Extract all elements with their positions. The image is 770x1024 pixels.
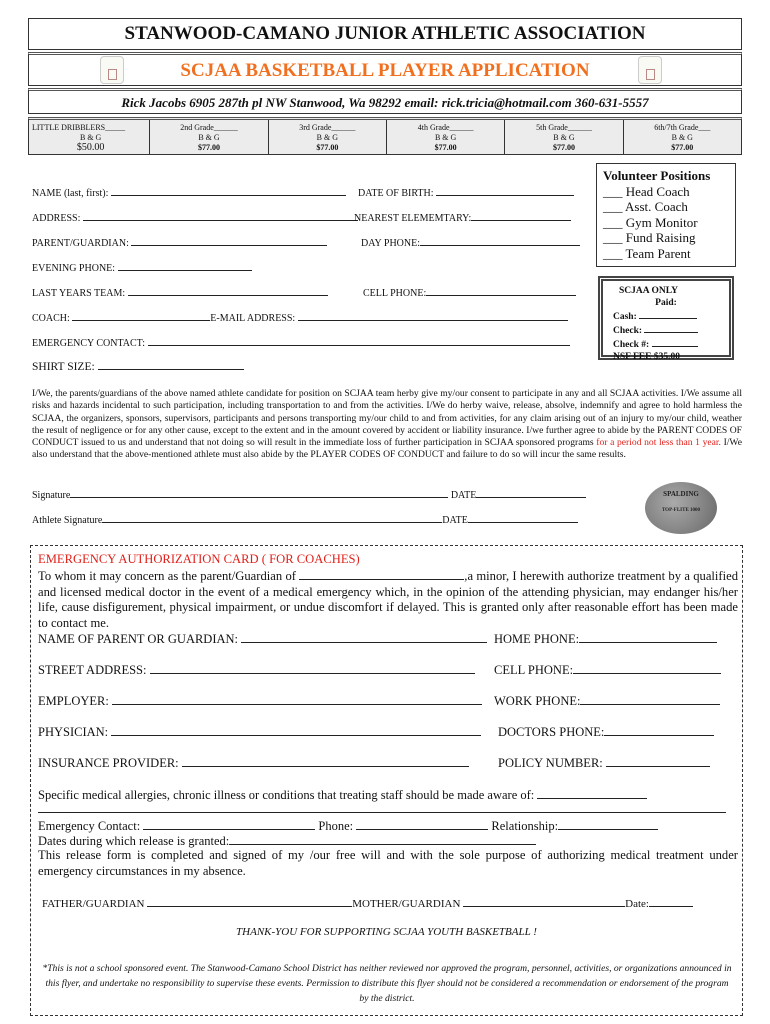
field-label: DOCTORS PHONE: — [498, 725, 605, 739]
address-field[interactable] — [32, 211, 358, 224]
form-title: SCJAA BASKETBALL PLAYER APPLICATION — [28, 52, 742, 86]
doctors-phone-input[interactable] — [604, 723, 714, 736]
grade-price: $50.00 — [76, 142, 105, 153]
field-label: Dates during which release is granted: — [38, 834, 230, 848]
dob-input[interactable] — [436, 186, 574, 196]
field-label: HOME PHONE: — [494, 632, 580, 646]
grade-label: 3rd Grade______ — [299, 123, 356, 132]
grade-cell[interactable] — [150, 120, 268, 154]
field-label: Relationship: — [491, 819, 559, 833]
grade-label: LITTLE DRIBBLERS_____ — [32, 123, 126, 132]
athlete-signature-field[interactable] — [32, 513, 578, 526]
field-label: Specific medical allergies, chronic illness or conditions that treating staff should be made aware of: — [38, 788, 535, 802]
signature-field[interactable] — [32, 488, 586, 501]
field-label: EMPLOYER: — [38, 694, 109, 708]
field-label: E-MAIL ADDRESS: — [210, 313, 296, 324]
grade-label: 2nd Grade______ — [180, 123, 238, 132]
office-title: SCJAA ONLY — [619, 286, 679, 296]
cell-input[interactable] — [573, 661, 721, 674]
grade-label: 4th Grade______ — [417, 123, 474, 132]
volunteer-option[interactable]: ___ Team Parent — [603, 245, 691, 261]
cash-label: Cash: — [613, 312, 637, 322]
field-label: FATHER/GUARDIAN — [42, 898, 145, 910]
evening-phone-input[interactable] — [118, 261, 252, 271]
field-label: CELL PHONE: — [363, 288, 427, 299]
grade-cell[interactable] — [505, 120, 623, 154]
day-phone-field[interactable] — [361, 236, 580, 249]
field-label: NAME (last, first): — [32, 188, 109, 199]
emergency-contact-input[interactable] — [148, 336, 570, 346]
shirt-size-field[interactable] — [32, 360, 244, 373]
date-input[interactable] — [468, 513, 578, 523]
relationship-input[interactable] — [558, 817, 658, 830]
volunteer-option[interactable]: ___ Head Coach — [603, 183, 690, 199]
contact-line: Rick Jacobs 6905 287th pl NW Stanwood, Wa 98292 email: rick.tricia@hotmail.com 360-631-5557 — [28, 88, 742, 114]
cell-phone-field[interactable] — [363, 286, 576, 299]
field-label: Signature — [32, 490, 71, 501]
basketball-hoop-icon — [638, 56, 662, 84]
field-label: SHIRT SIZE: — [32, 361, 95, 373]
last-team-field[interactable] — [32, 286, 328, 299]
grade-label: 5th Grade______ — [536, 123, 592, 132]
grade-sub: B & G — [553, 133, 575, 142]
check-input[interactable] — [644, 323, 698, 333]
physician-input[interactable] — [111, 723, 481, 736]
school-input[interactable] — [471, 211, 571, 221]
grade-price: $77.00 — [552, 143, 575, 152]
waiver-part: I/We also understand that the above-mentioned athlete must also abide by the PLAYER CODES OF CONDUCT and failure to do so will incur the same results. — [32, 437, 742, 461]
emergency-contact-field[interactable] — [32, 336, 570, 349]
father-signature-input[interactable] — [147, 894, 352, 907]
volunteer-box — [596, 163, 736, 267]
grade-price: $77.00 — [671, 143, 694, 152]
last-team-input[interactable] — [128, 286, 328, 296]
field-label: Date: — [625, 898, 649, 910]
allergies-input-line2[interactable] — [38, 800, 726, 813]
phone-input[interactable] — [356, 817, 488, 830]
grade-sub: B & G — [316, 133, 338, 142]
volunteer-option[interactable]: ___ Gym Monitor — [603, 214, 698, 230]
org-title: STANWOOD-CAMANO JUNIOR ATHLETIC ASSOCIATION — [28, 18, 742, 50]
field-label: Emergency Contact: — [38, 819, 141, 833]
field-label: COACH: — [32, 313, 70, 324]
field-label: PARENT/GUARDIAN: — [32, 238, 129, 249]
employer-input[interactable] — [112, 692, 482, 705]
ball-brand: SPALDING — [663, 490, 699, 498]
school-field[interactable] — [354, 211, 571, 224]
nsf-fee: NSF FEE $35.00 — [613, 352, 680, 362]
parent-name-input[interactable] — [241, 630, 487, 643]
insurance-input[interactable] — [182, 754, 469, 767]
signature-input[interactable] — [70, 488, 448, 498]
home-phone-input[interactable] — [579, 630, 717, 643]
address-input[interactable] — [83, 211, 358, 221]
check-number-label: Check #: — [613, 340, 650, 350]
grade-cell[interactable] — [269, 120, 387, 154]
street-input[interactable] — [150, 661, 475, 674]
grade-cell[interactable] — [624, 120, 741, 154]
grade-sub: B & G — [671, 133, 693, 142]
policy-input[interactable] — [606, 754, 710, 767]
cash-input[interactable] — [639, 309, 697, 319]
field-label: PHYSICIAN: — [38, 725, 109, 739]
basketball-image — [645, 482, 717, 534]
field-label: DATE OF BIRTH: — [358, 188, 434, 199]
day-phone-input[interactable] — [420, 236, 580, 246]
grade-cell[interactable] — [387, 120, 505, 154]
emergency-contact-input[interactable] — [143, 817, 315, 830]
grade-sub: B & G — [79, 133, 102, 142]
field-label: NAME OF PARENT OR GUARDIAN: — [38, 632, 239, 646]
parent-input[interactable] — [131, 236, 327, 246]
check-number-input[interactable] — [652, 337, 698, 347]
cell-phone-input[interactable] — [426, 286, 576, 296]
field-label: Phone: — [318, 819, 354, 833]
coach-field[interactable] — [32, 311, 568, 324]
office-use-box — [598, 276, 734, 360]
name-input[interactable] — [111, 186, 346, 196]
coach-input[interactable] — [72, 311, 210, 321]
field-label: MOTHER/GUARDIAN — [352, 898, 461, 910]
emergency-intro — [38, 568, 738, 631]
field-label: DAY PHONE: — [361, 238, 420, 249]
grade-price: $77.00 — [197, 143, 220, 152]
work-phone-input[interactable] — [580, 692, 720, 705]
grade-table — [28, 117, 742, 155]
waiver-highlight: for a period not less than 1 year. — [596, 437, 721, 449]
field-label: INSURANCE PROVIDER: — [38, 756, 179, 770]
grade-label: 6th/7th Grade___ — [654, 123, 711, 132]
intro-text: ,a minor, I herewith authorize treatment by a qualified and licensed medical doctor in the event of a medical emergency which, in the opinion of the attending physician, may endanger his/her life, cause disfigurement, physical impairment, or undue discomfort if delayed. This is granted only after reasonable effort has been made to contact me. — [38, 569, 738, 630]
email-input[interactable] — [298, 311, 568, 321]
grade-cell[interactable] — [29, 120, 150, 154]
ball-model: TOP-FLITE 1000 — [661, 508, 701, 513]
release-text: This release form is completed and signed of my /our free will and with the sole purpose of authorizing medical treatment under emergency circumstances in my absence. — [38, 848, 738, 878]
grade-price: $77.00 — [434, 143, 457, 152]
thank-you-text: THANK-YOU FOR SUPPORTING SCJAA YOUTH BASKETBALL ! — [236, 926, 537, 938]
field-label: POLICY NUMBER: — [498, 756, 603, 770]
waiver-text — [32, 388, 742, 462]
paid-label: Paid: — [655, 298, 677, 308]
intro-text: To whom it may concern as the parent/Guardian of — [38, 569, 300, 583]
evening-phone-field[interactable] — [32, 261, 252, 274]
volunteer-option[interactable]: ___ Asst. Coach — [603, 199, 688, 214]
waiver-part: I/We, the parents/guardians of the above named athlete candidate for position on SCJAA team herby give my/our consent to participate in any and all SCJAA activities. I/We assume all risks and hazards incidental to such participation, including transportation to and from the activities. I/We do herby waive, release, absolve, indemnify and agree to hold harmless the SCJAA, the organizers, sponsors, supervisors, participants and persons transporting my/our child to and from activities, for any claim arising out of an injury to my/our child, weather the result of negligence or for any other cause, except to the extent and in the amount covered by accident or liability insurance. I/we further agree to abide by the PARENT CODES OF CONDUCT issued to us and understand that not doing so will result in the immediate loss of further participation in SCJAA sponsored programs — [32, 388, 742, 449]
dates-input[interactable] — [229, 832, 536, 845]
field-label: DATE — [450, 490, 477, 501]
name-field[interactable] — [32, 186, 346, 199]
field-label: ADDRESS: — [32, 213, 81, 224]
volunteer-title: Volunteer Positions — [603, 168, 711, 183]
disclaimer: *This is not a school sponsored event. The Stanwood-Camano School District has neither reviewed nor approved the program, personnel, activities, or organizations announced in this flyer, and undertake no responsibility to supervise these events. Permission to distribute this flyer should not be considered a recommendation or endorsement of the program by the district. — [42, 963, 732, 1004]
grade-sub: B & G — [434, 133, 457, 142]
mother-signature-input[interactable] — [463, 894, 625, 907]
field-label: CELL PHONE: — [494, 663, 574, 677]
basketball-hoop-icon — [100, 56, 124, 84]
field-label: WORK PHONE: — [494, 694, 581, 708]
athlete-signature-input[interactable] — [102, 513, 442, 523]
field-label: EMERGENCY CONTACT: — [32, 338, 146, 349]
parent-field[interactable] — [32, 236, 327, 249]
emergency-title: EMERGENCY AUTHORIZATION CARD ( FOR COACHES) — [38, 552, 360, 566]
date-input[interactable] — [476, 488, 586, 498]
check-label: Check: — [613, 326, 643, 336]
dob-field[interactable] — [358, 186, 574, 199]
field-label: NEAREST ELEMEMTARY: — [354, 213, 472, 224]
allergies-input[interactable] — [537, 786, 647, 799]
field-label: EVENING PHONE: — [32, 263, 116, 274]
volunteer-option[interactable]: ___ Fund Raising — [603, 230, 696, 245]
field-label: Athlete Signature — [32, 515, 103, 526]
field-label: DATE — [442, 515, 468, 526]
grade-price: $77.00 — [316, 143, 339, 152]
date-input[interactable] — [649, 894, 693, 907]
minor-name-input[interactable] — [299, 568, 464, 580]
grade-sub: B & G — [198, 133, 220, 142]
field-label: STREET ADDRESS: — [38, 663, 147, 677]
shirt-size-input[interactable] — [98, 360, 244, 370]
field-label: LAST YEARS TEAM: — [32, 288, 126, 299]
